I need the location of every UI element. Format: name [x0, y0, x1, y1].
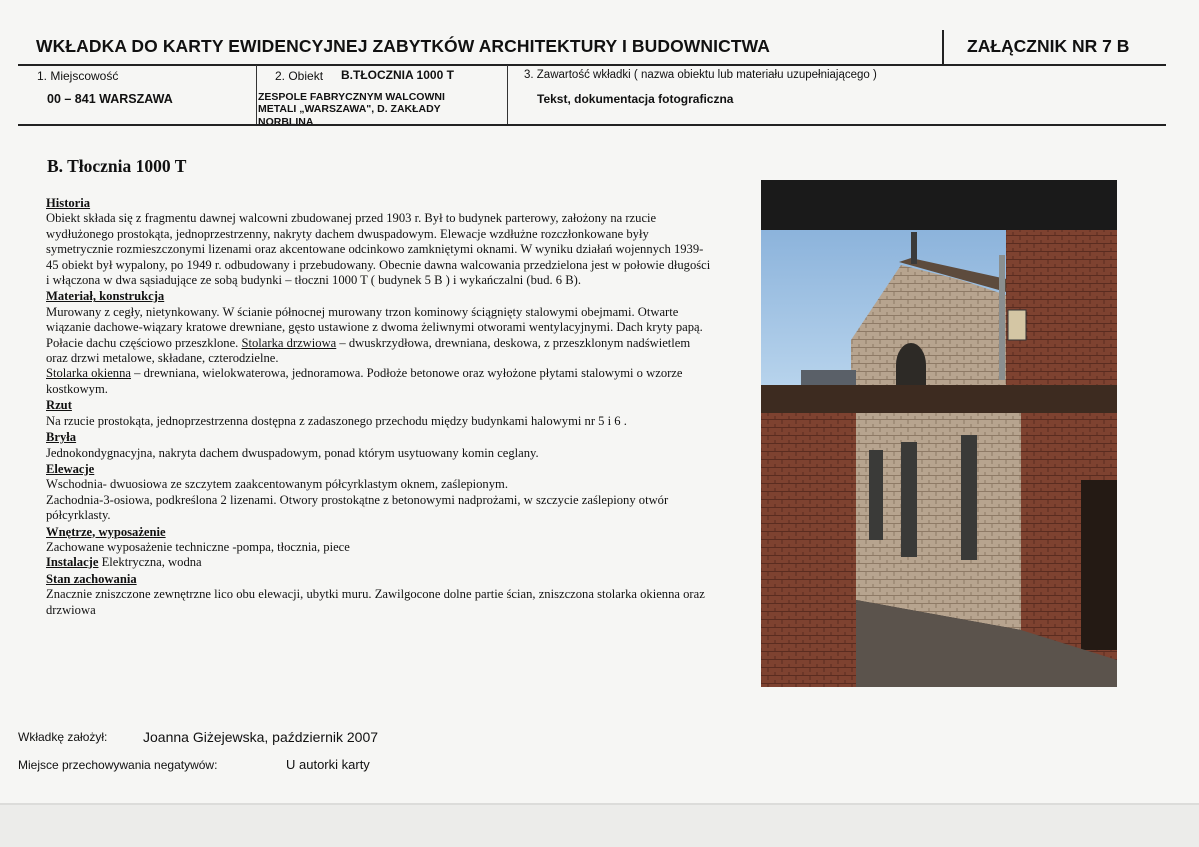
- dark-doorway: [1081, 480, 1117, 650]
- elewacje-text-2: Zachodnia-3-osiowa, podkreślona 2 lizenami. Otwory prostokątne z betonowymi nadprożami, w szczycie zaślepiony otwór półcyrklasty.: [46, 492, 669, 523]
- header-rule-bottom: [18, 124, 1166, 126]
- lamp: [1008, 310, 1026, 340]
- object-desc-line-2: METALI „WARSZAWA", D. ZAKŁADY: [258, 103, 441, 115]
- stolarka-okienna-paragraph: [46, 366, 714, 397]
- material-paragraph: [46, 305, 714, 367]
- author-value: Joanna Giżejewska, październik 2007: [143, 729, 379, 745]
- stolarka-drzwiowa-label: Stolarka drzwiowa: [241, 335, 337, 350]
- object-name: B.TŁOCZNIA 1000 T: [341, 68, 454, 82]
- document-title: WKŁADKA DO KARTY EWIDENCYJNEJ ZABYTKÓW ARCHITEKTURY I BUDOWNICTWA: [36, 36, 771, 56]
- roof-beam-shadow: [761, 180, 1117, 230]
- stolarka-drzwiowa-text: – dwuskrzydłowa, drewniana, deskowa, z przeszklonym nadświetlem oraz drzwi metalowe, składane, czterodzielne.: [46, 335, 691, 366]
- building-photo-illustration: [761, 180, 1117, 687]
- header-rule-top: [18, 64, 1166, 66]
- section-title: B. Tłocznia 1000 T: [47, 156, 187, 176]
- object-description: [258, 91, 506, 124]
- wnetrze-heading: Wnętrze, wyposażenie: [46, 524, 166, 539]
- beam: [761, 385, 1117, 413]
- stolarka-okienna-label: Stolarka okienna: [46, 366, 131, 381]
- description-body: [46, 195, 714, 618]
- bryla-heading: Bryła: [46, 430, 77, 445]
- annex-label: ZAŁĄCZNIK NR 7 B: [967, 36, 1130, 56]
- building-photo: [761, 180, 1117, 687]
- scan-edge-line: [0, 803, 1199, 805]
- instalacje-text: Elektryczna, wodna: [98, 555, 202, 570]
- arched-window: [896, 343, 926, 385]
- header-divider: [942, 30, 944, 66]
- brick-tower: [1006, 230, 1117, 385]
- instalacje-heading: Instalacje: [46, 555, 99, 570]
- locality-value: 00 – 841 WARSZAWA: [47, 92, 173, 106]
- object-desc-line-1: ZESPOLE FABRYCZNYM WALCOWNI: [258, 91, 445, 103]
- drain-pipe: [999, 255, 1005, 380]
- rzut-heading: Rzut: [46, 398, 72, 413]
- window-3: [961, 435, 977, 560]
- historia-heading: Historia: [46, 196, 91, 210]
- material-text: Murowany z cegły, nietynkowany. W ścianie północnej murowany trzon kominowy ściągnięty stalowymi obejmami. Otwarte wiązanie dachowe-wiązary kratowe drewniane, gęsto ustawione z dwoma żeliwnymi otworami wentylacyjnymi. Dach kryty papą. Połacie dachu częściowo przeszklone.: [46, 304, 703, 350]
- left-brick-wall: [761, 413, 856, 687]
- distant-roof: [801, 370, 856, 385]
- bryla-text: Jednokondygnacyjna, nakryta dachem dwuspadowym, ponad którym usytuowany komin ceglany.: [46, 445, 539, 460]
- elewacje-heading: Elewacje: [46, 461, 95, 476]
- author-label: Wkładkę założył:: [18, 730, 108, 744]
- rzut-text: Na rzucie prostokąta, jednoprzestrzenna dostępna z zadaszonego przechodu między budynkami halowymi nr 5 i 6 .: [46, 413, 627, 428]
- window-2: [901, 442, 917, 557]
- stan-heading: Stan zachowania: [46, 571, 137, 586]
- object-desc-line-3: NORBLINA: [258, 116, 314, 124]
- contents-value: Tekst, dokumentacja fotograficzna: [537, 92, 734, 106]
- scan-edge: [0, 803, 1199, 847]
- cell-divider-2: [507, 65, 508, 124]
- contents-label: 3. Zawartość wkładki ( nazwa obiektu lub materiału uzupełniającego ): [524, 69, 877, 81]
- stan-text: Znacznie zniszczone zewnętrzne lico obu elewacji, ubytki muru. Zawilgocone dolne partie ścian, zniszczona stolarka okienna oraz drzwiowa: [46, 587, 705, 617]
- stolarka-okienna-text: – drewniana, wielokwaterowa, jednoramowa. Podłoże betonowe oraz wyłożone płytami stalowymi o wzorze kostkowym.: [46, 366, 683, 396]
- window-1: [869, 450, 883, 540]
- wnetrze-text: Zachowane wyposażenie techniczne -pompa, tłocznia, piece: [46, 539, 350, 554]
- historia-text: Obiekt składa się z fragmentu dawnej walcowni zbudowanej przed 1903 r. Był to budynek parterowy, założony na rzucie wydłużonego prostokąta, jednoprzestrzenny, nakryty dachem dwuspadowym. Elewacje wzdłużne rozczłonkowane były symetrycznie rozmieszczonymi lizenami oraz akcentowane odcinkowo zamkniętymi oknami. W wyniku działań wojennych 1939-45 obiekt był wypalony, po 1949 r. odbudowany i przebudowany. Obecnie dawna walcowania przedzielona jest w połowie długości i włączona w dwa sąsiadujące ze sobą budynki – tłoczni 1000 T ( budynek 5 B ) i wykańczalni (bud. 6 B).: [46, 211, 711, 288]
- cell-divider-1: [256, 65, 257, 124]
- material-heading: Materiał, konstrukcja: [46, 289, 165, 304]
- object-label: 2. Obiekt: [275, 69, 324, 83]
- storage-value: U autorki karty: [286, 757, 370, 772]
- elewacje-text-1: Wschodnia- dwuosiowa ze szczytem zaakcentowanym półcyrklastym oknem, zaślepionym.: [46, 477, 508, 492]
- storage-label: Miejsce przechowywania negatywów:: [18, 758, 218, 772]
- instalacje-paragraph: [46, 555, 714, 570]
- chimney-pipe: [911, 232, 917, 264]
- locality-label: 1. Miejscowość: [37, 69, 119, 83]
